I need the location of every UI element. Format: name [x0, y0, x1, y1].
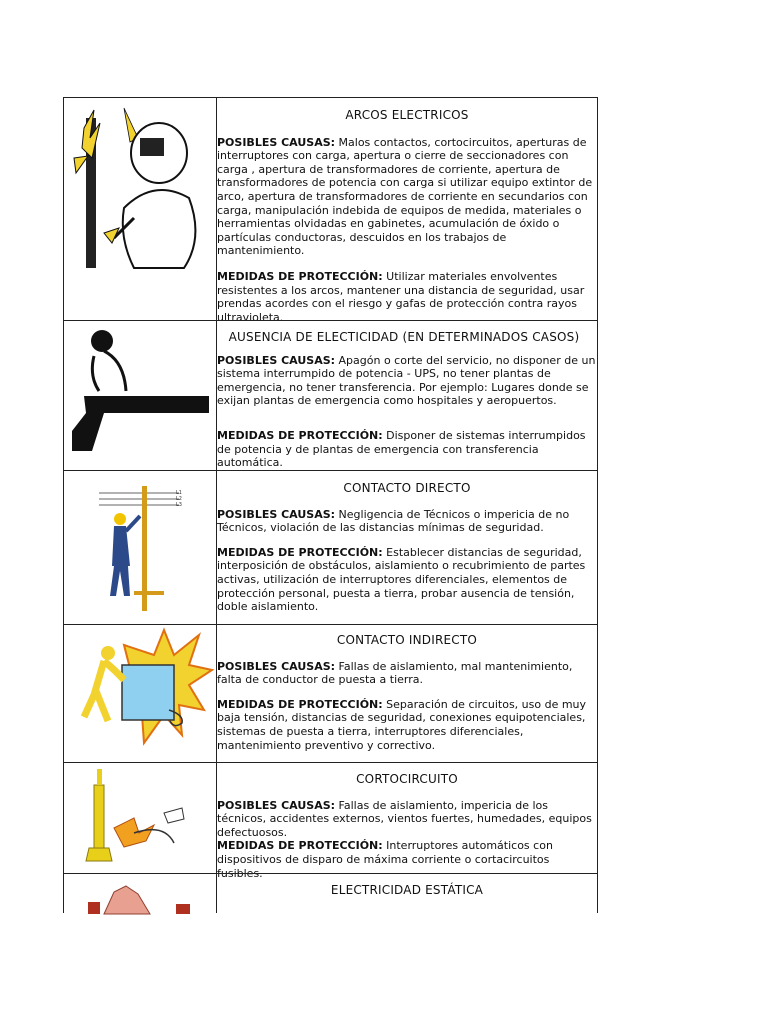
- causes-text: Apagón o corte del servicio, no disponer de un sistema interrumpido de potencia - UPS, no tener plantas de emergencia, no tener transferencia. Por ejemplo: Lugares donde se exijan plantas de emergencia como hospitales y aeropuertos.: [217, 353, 596, 408]
- static-electricity-illustration: [64, 874, 217, 913]
- causes-label: POSIBLES CAUSAS:: [217, 798, 336, 812]
- causes-paragraph: [217, 660, 597, 687]
- person-collapsed-illustration: [64, 321, 217, 470]
- measures-text: Interruptores automáticos con dispositivos de disparo de máxima corriente o cortacircuitos fusibles.: [217, 839, 553, 880]
- row-title: CORTOCIRCUITO: [356, 772, 458, 786]
- measures-text: Separación de circuitos, uso de muy baja tensión, distancias de seguridad, conexiones equipotenciales, sistemas de puesta a tierra, interruptores diferenciales, mantenimiento preventivo y correctivo.: [217, 697, 587, 752]
- measures-text: Utilizar materiales envolventes resistentes a los arcos, mantener una distancia de seguridad, usar prendas acordes con el riesgo y gafas de protección contra rayos ultravioleta.: [217, 269, 585, 324]
- measures-paragraph: [217, 270, 597, 324]
- causes-label: POSIBLES CAUSAS:: [217, 659, 336, 673]
- causes-paragraph: [217, 508, 597, 535]
- row-title: ELECTRICIDAD ESTÁTICA: [330, 883, 484, 897]
- measures-paragraph: [217, 429, 597, 470]
- causes-paragraph: [217, 136, 597, 258]
- table-row: [63, 470, 598, 624]
- causes-paragraph: [217, 799, 597, 840]
- causes-text: Negligencia de Técnicos o impericia de no Técnicos, violación de las distancias mínimas de seguridad.: [217, 507, 570, 535]
- measures-label: MEDIDAS DE PROTECCIÓN:: [217, 697, 383, 711]
- row-title: CONTACTO INDIRECTO: [336, 633, 478, 647]
- measures-text: Disponer de sistemas interrumpidos de potencia y de plantas de emergencia con transferencia automática.: [217, 428, 586, 470]
- line-label-l1: L1: [176, 490, 182, 496]
- row-title: CONTACTO DIRECTO: [343, 481, 471, 495]
- causes-label: POSIBLES CAUSAS:: [217, 353, 336, 367]
- causes-text: Malos contactos, cortocircuitos, aperturas de interruptores con carga, apertura o cierre de seccionadores con carga , apertura de transformadores de corriente, apertura de transformadores de potencia con carga si utilizar equipo extintor de arco, apertura de transformadores de corriente en secundarios con carga, manipulación indebida de equipos de medida, materiales o herramientas olvidadas en gabinetes, acumulación de óxido o partículas conductoras, descuidos en los trabajos de mantenimiento.: [217, 135, 593, 258]
- measures-label: MEDIDAS DE PROTECCIÓN:: [217, 839, 383, 853]
- causes-paragraph: [217, 354, 597, 408]
- lineman-pole-illustration: [64, 471, 217, 624]
- causes-text: Fallas de aislamiento, impericia de los técnicos, accidentes externos, vientos fuertes, humedades, equipos defectuosos.: [217, 798, 592, 839]
- row-title: ARCOS ELECTRICOS: [345, 108, 469, 122]
- causes-label: POSIBLES CAUSAS:: [217, 135, 336, 149]
- table-row: [63, 873, 598, 913]
- table-row: [63, 320, 598, 470]
- appliance-shock-illustration: [64, 625, 217, 762]
- welder-arc-illustration: [64, 98, 217, 320]
- measures-paragraph: [217, 698, 597, 752]
- measures-text: Establecer distancias de seguridad, interposición de obstáculos, aislamiento o recubrimiento de partes activas, utilización de interruptores diferenciales, elementos de protección personal, puesta a tierra, probar ausencia de tensión, doble aislamiento.: [217, 545, 586, 614]
- table-row: [63, 762, 598, 880]
- measures-label: MEDIDAS DE PROTECCIÓN:: [217, 269, 383, 283]
- short-circuit-illustration: [64, 763, 217, 873]
- measures-label: MEDIDAS DE PROTECCIÓN:: [217, 428, 383, 442]
- hazard-table: [63, 97, 598, 909]
- table-row: [63, 624, 598, 762]
- table-row: [63, 97, 598, 324]
- measures-paragraph: [217, 546, 597, 614]
- row-title: AUSENCIA DE ELECTICIDAD (EN DETERMINADOS CASOS): [228, 330, 580, 344]
- measures-label: MEDIDAS DE PROTECCIÓN:: [217, 545, 383, 559]
- causes-label: POSIBLES CAUSAS:: [217, 507, 336, 521]
- line-label-l3: L3: [176, 502, 182, 508]
- causes-text: Fallas de aislamiento, mal mantenimiento, falta de conductor de puesta a tierra.: [217, 659, 573, 687]
- line-label-l2: L2: [176, 496, 182, 502]
